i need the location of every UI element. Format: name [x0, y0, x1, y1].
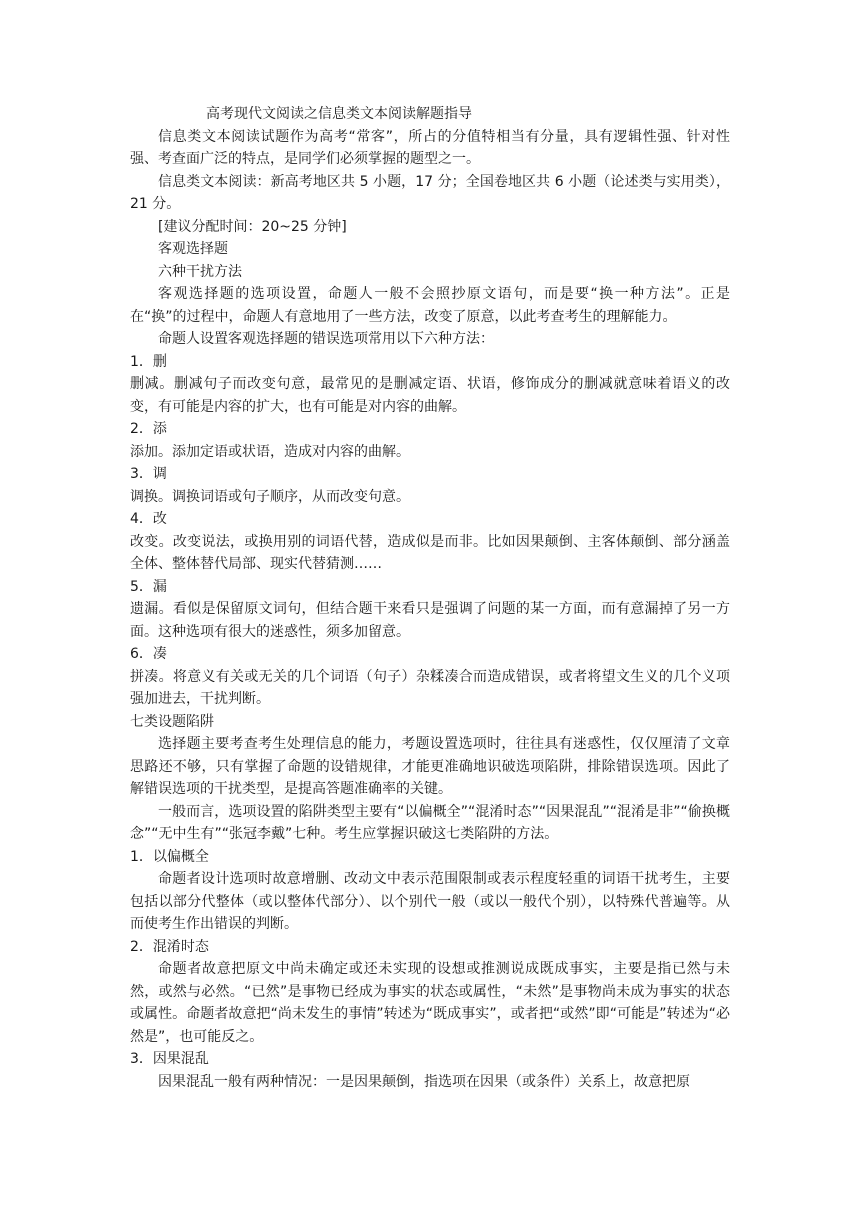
method-heading: 5．漏	[130, 578, 167, 595]
document-page	[130, 103, 730, 1093]
method-text: 遗漏。看似是保留原文词句，但结合题干来看只是强调了问题的某一方面，而有意漏掉了另一方面。这种选项有很大的迷惑性，须多加留意。	[130, 601, 730, 640]
traps-intro-paragraph: 选择题主要考查考生处理信息的能力，考题设置选项时，往往具有迷惑性，仅仅厘清了文章思路还不够，只有掌握了命题的设错规律，才能更准确地识破选项陷阱，排除错误选项。因此了解错误选项的干扰类型，是提高答题准确率的关键。	[130, 736, 730, 797]
exam-info-paragraph: 信息类文本阅读：新高考地区共 5 小题，17 分；全国卷地区共 6 小题（论述类与实用类），21 分。	[130, 173, 730, 212]
method-heading: 2．添	[130, 421, 167, 437]
method-text: 改变。改变说法，或换用别的词语代替，造成似是而非。比如因果颠倒、主客体颠倒、部分涵盖全体、整体替代局部、现实代替猜测……	[130, 533, 730, 572]
method-heading: 3．调	[130, 466, 167, 482]
section-heading-methods: 六种干扰方法	[158, 263, 242, 280]
methods-lead-paragraph: 命题人设置客观选择题的错误选项常用以下六种方法：	[158, 331, 494, 347]
methods-intro-paragraph: 客观选择题的选项设置，命题人一般不会照抄原文语句，而是要“换一种方法”。正是在“换”的过程中，命题人有意地用了一些方法，改变了原意，以此考查考生的理解能力。	[130, 286, 730, 325]
time-suggestion: [建议分配时间：20~25 分钟]	[158, 218, 347, 235]
trap-text: 因果混乱一般有两种情况：一是因果颠倒，指选项在因果（或条件）关系上，故意把原	[158, 1073, 690, 1090]
method-heading: 6．凑	[130, 646, 167, 662]
method-text: 调换。调换词语或句子顺序，从而改变句意。	[130, 488, 410, 505]
method-text: 拼凑。将意义有关或无关的几个词语（句子）杂糅凑合而造成错误，或者将望文生义的几个义项强加进去，干扰判断。	[130, 668, 730, 707]
method-text: 添加。添加定语或状语，造成对内容的曲解。	[130, 443, 410, 460]
intro-paragraph: 信息类文本阅读试题作为高考“常客”，所占的分值特相当有分量，具有逻辑性强、针对性强、考查面广泛的特点，是同学们必须掌握的题型之一。	[130, 128, 730, 167]
trap-heading: 1．以偏概全	[130, 848, 209, 865]
method-heading: 1．删	[130, 353, 167, 370]
method-text: 删减。删减句子而改变句意，最常见的是删减定语、状语，修饰成分的删减就意味着语义的改变，有可能是内容的扩大，也有可能是对内容的曲解。	[130, 376, 730, 415]
section-heading-objective: 客观选择题	[158, 241, 228, 257]
trap-heading: 2．混淆时态	[130, 938, 209, 955]
trap-heading: 3．因果混乱	[130, 1051, 209, 1067]
section-heading-traps: 七类设题陷阱	[130, 713, 214, 730]
traps-types-paragraph: 一般而言，选项设置的陷阱类型主要有“以偏概全”“混淆时态”“因果混乱”“混淆是非”“偷换概念”“无中生有”“张冠李戴”七种。考生应掌握识破这七类陷阱的方法。	[130, 803, 730, 842]
trap-text: 命题者故意把原文中尚未确定或还未实现的设想或推测说成既成事实，主要是指已然与未然，或然与必然。“已然”是事物已经成为事实的状态或属性，“未然”是事物尚未成为事实的状态或属性。命题者故意把“尚未发生的事情”转述为“既成事实”，或者把“或然”即“可能是”转述为“必然是”，也可能反之。	[130, 961, 730, 1045]
document-title: 高考现代文阅读之信息类文本阅读解题指导	[206, 106, 472, 122]
trap-text: 命题者设计选项时故意增删、改动文中表示范围限制或表示程度轻重的词语干扰考生，主要包括以部分代整体（或以整体代部分）、以个别代一般（或以一般代个别），以特殊代普遍等。从而使考生作出错误的判断。	[130, 871, 730, 932]
method-heading: 4．改	[130, 511, 167, 527]
